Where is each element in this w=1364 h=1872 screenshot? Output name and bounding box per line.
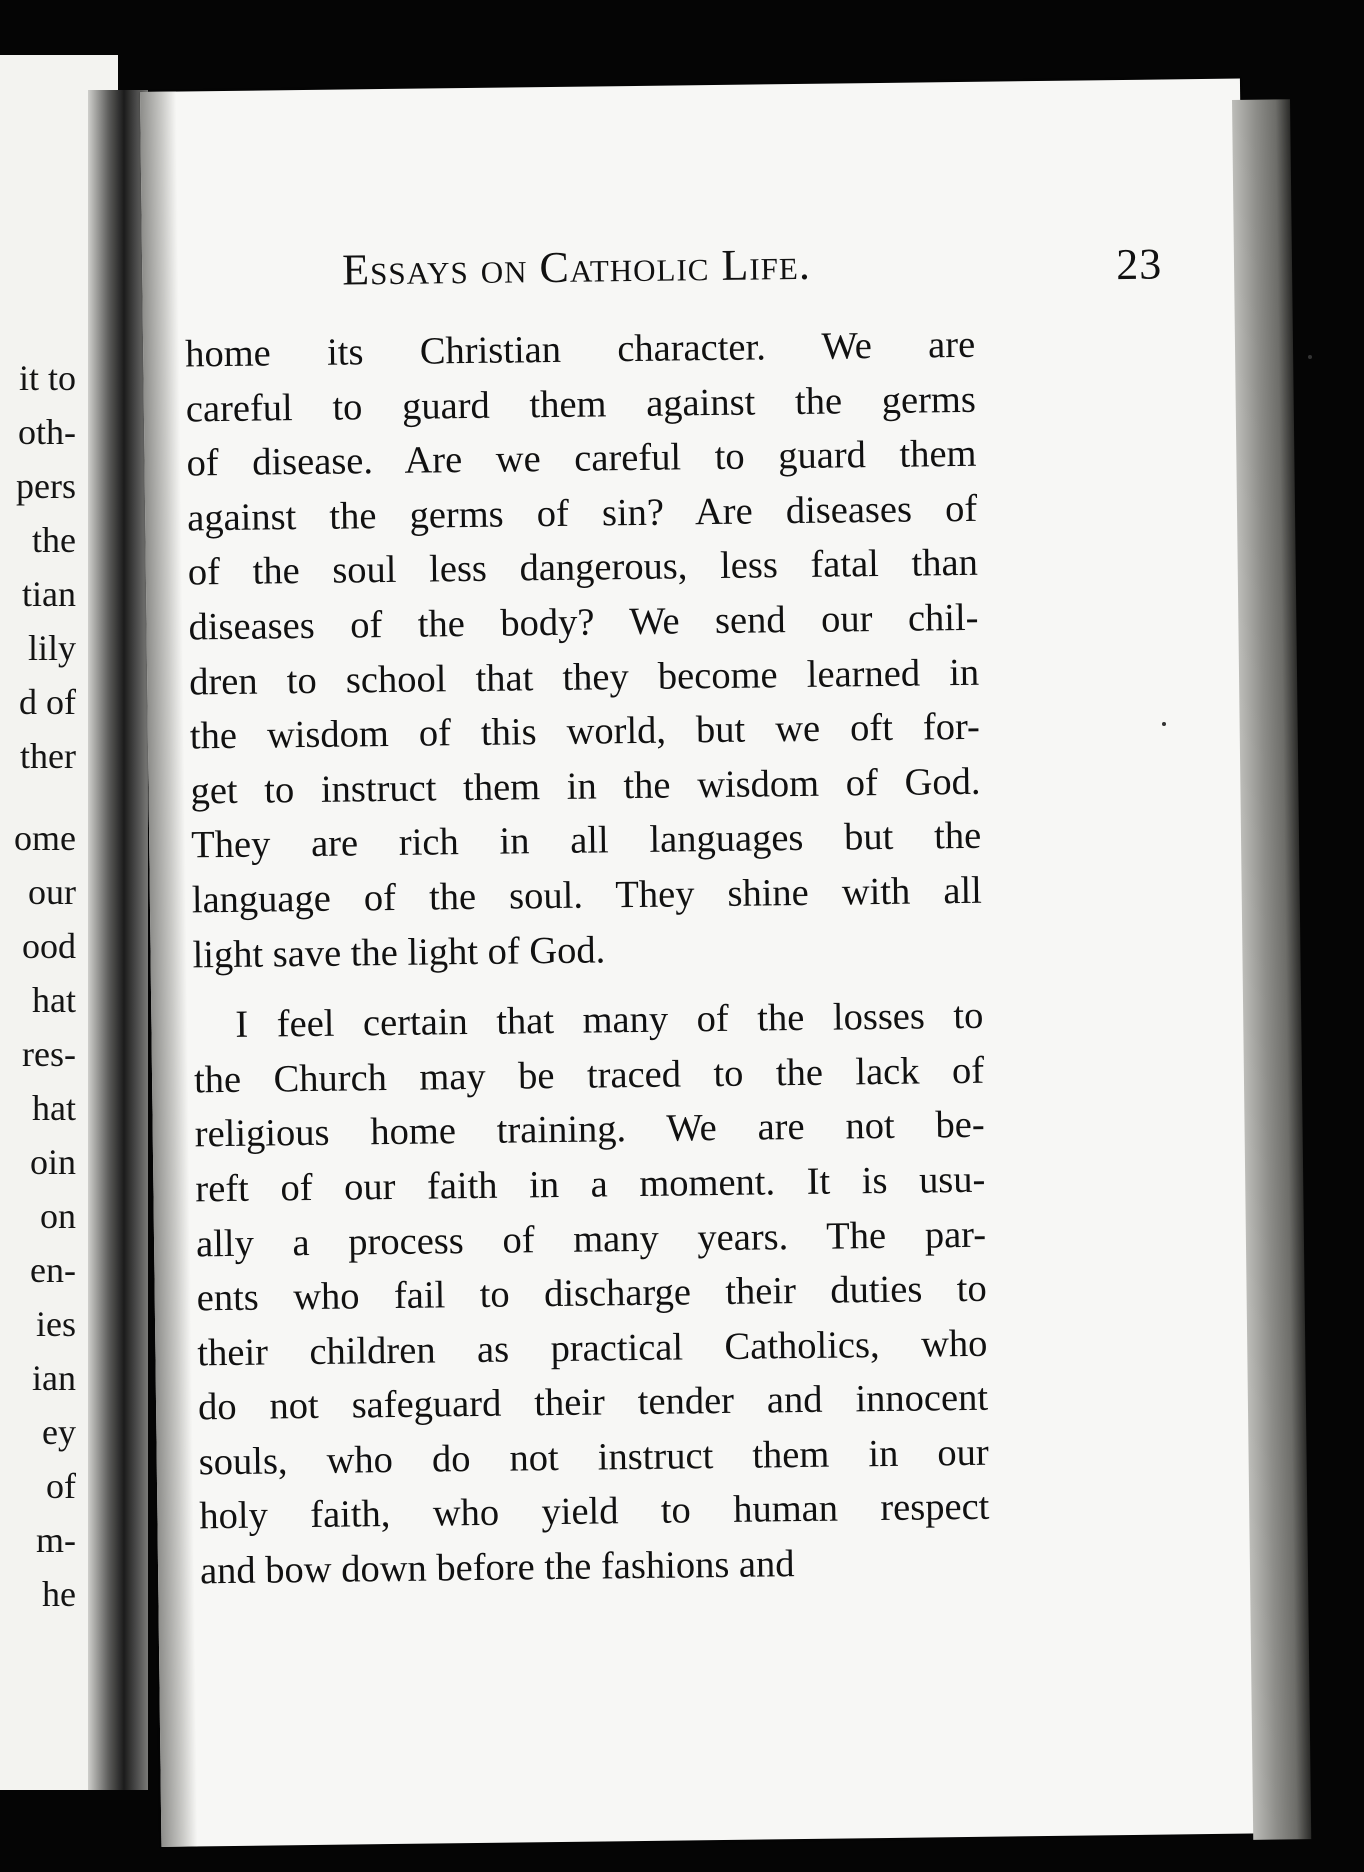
text-line: dren to school that they become learned in <box>188 651 980 704</box>
text-line: souls, who do not instruct them in our <box>198 1431 989 1484</box>
text-line: home its Christian character. We are <box>184 323 976 376</box>
left-page-line: on <box>40 1196 76 1236</box>
scan-speck <box>1308 355 1312 359</box>
text-line: reft of our faith in a moment. It is usu- <box>195 1158 986 1211</box>
left-page-line: res- <box>22 1034 76 1074</box>
left-page-line: the <box>32 520 76 560</box>
running-header <box>342 235 1163 305</box>
text-line: do not safeguard their tender and innocent <box>197 1377 989 1429</box>
body-text <box>185 318 990 1599</box>
left-page-line: it to <box>18 358 76 398</box>
left-page-line: oin <box>29 1142 76 1182</box>
left-page-line: our <box>28 872 76 912</box>
text-line: language of the soul. They shine with all <box>191 869 983 922</box>
text-line: of the soul less dangerous, less fatal than <box>187 542 979 594</box>
text-line: careful to guard them against the germs <box>185 378 977 431</box>
text-line: the Church may be traced to the lack of <box>193 1049 985 1102</box>
text-line: their children as practical Catholics, who <box>197 1322 988 1375</box>
left-page-line: ey <box>42 1412 76 1452</box>
book-page <box>140 79 1261 1847</box>
text-line: holy faith, who yield to human respect <box>199 1486 990 1538</box>
left-page-line: tian <box>22 574 76 614</box>
text-line: ents who fail to discharge their duties to <box>196 1267 987 1320</box>
left-page-line: pers <box>16 466 76 506</box>
scan-speck <box>1162 722 1166 726</box>
text-line: ally a process of many years. The par- <box>195 1213 987 1265</box>
paragraph <box>193 989 990 1599</box>
left-page-gutter <box>88 90 148 1790</box>
text-line: diseases of the body? We send our chil- <box>188 596 979 649</box>
left-page-line: ies <box>36 1304 76 1344</box>
left-page-line: ian <box>32 1358 76 1398</box>
text-line: light save the light of God. <box>192 928 606 976</box>
left-page-line: hat <box>32 1088 76 1128</box>
text-line: They are rich in all languages but the <box>190 815 982 867</box>
text-line: and bow down before the fashions and <box>199 1543 795 1593</box>
left-page-line: d of <box>19 682 76 722</box>
text-line: of disease. Are we careful to guard them <box>186 432 977 485</box>
left-page-line: oth- <box>18 412 76 452</box>
left-page-line: ood <box>22 926 76 966</box>
text-line: get to instruct them in the wisdom of God. <box>190 760 981 813</box>
left-page-line: of <box>46 1466 76 1506</box>
text-line: the wisdom of this world, but we oft for- <box>189 705 981 758</box>
running-title: Essays on Catholic Life. <box>341 239 812 295</box>
text-line: I feel certain that many of the losses to <box>235 994 984 1047</box>
paragraph <box>185 318 983 983</box>
left-page-line: lily <box>27 628 76 668</box>
text-line: religious home training. We are not be- <box>194 1104 985 1156</box>
left-page-line: ome <box>14 818 76 858</box>
left-page-line: ther <box>20 736 76 776</box>
left-page-line: en- <box>30 1250 76 1290</box>
page-number: 23 <box>1115 239 1163 290</box>
left-page-line: m- <box>36 1520 76 1560</box>
left-page-line: he <box>42 1574 76 1614</box>
text-line: against the germs of sin? Are diseases of <box>186 487 978 540</box>
left-page-line: hat <box>32 980 76 1020</box>
